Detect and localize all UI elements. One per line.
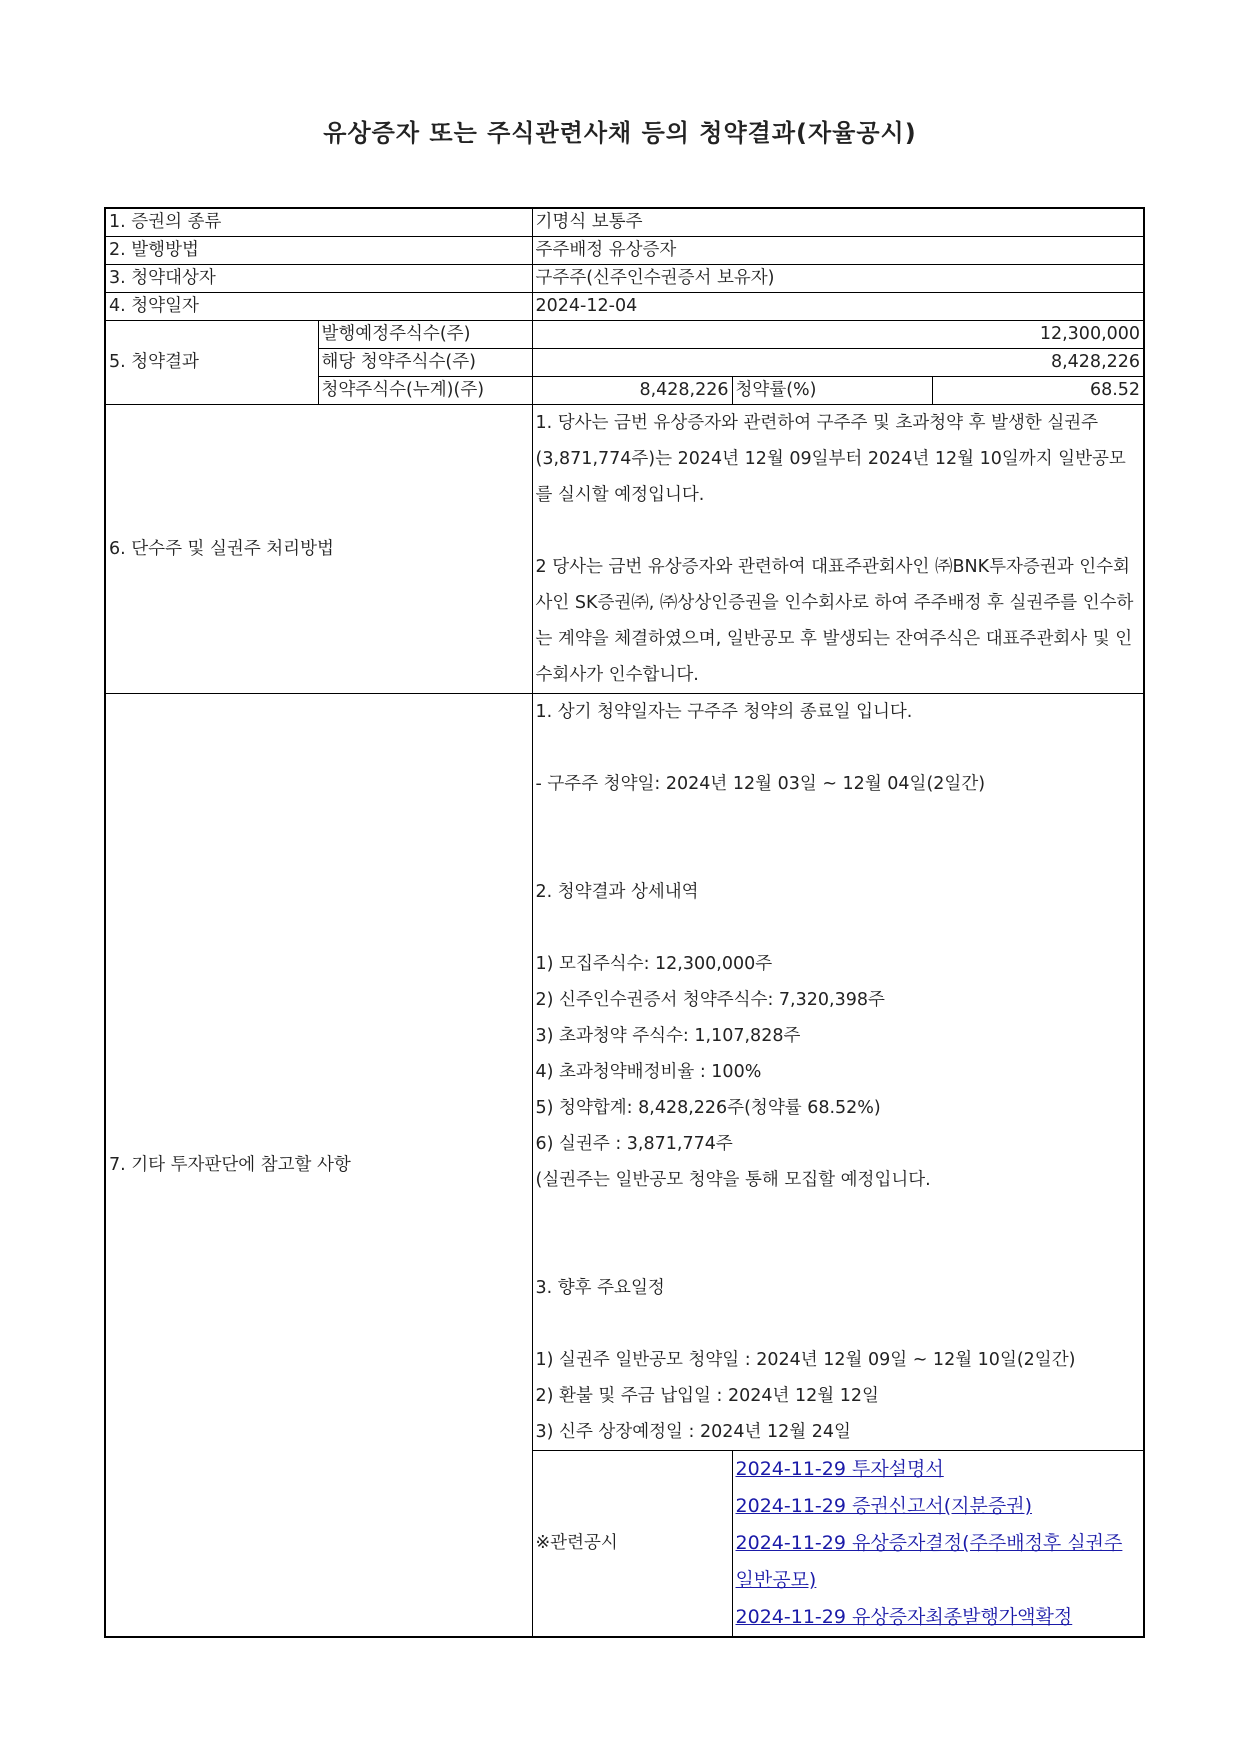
label-related-disclosures: ※관련공시 — [532, 1451, 732, 1638]
value-applied-shares: 8,428,226 — [532, 349, 1144, 377]
note-line: 5) 청약합계: 8,428,226주(청약률 68.52%) — [535, 1098, 881, 1118]
value-issue-method: 주주배정 유상증자 — [532, 237, 1144, 265]
row-security-type — [105, 208, 1144, 237]
note-line: (실권주는 일반공모 청약을 통해 모집할 예정입니다. — [535, 1170, 931, 1190]
value-subscription-date: 2024-12-04 — [532, 293, 1144, 321]
value-other-notes — [532, 694, 1144, 1451]
note-line: 1. 상기 청약일자는 구주주 청약의 종료일 입니다. — [535, 702, 913, 722]
related-disclosure-links — [732, 1451, 1144, 1638]
note-line: 1) 실권주 일반공모 청약일 : 2024년 12월 09일 ~ 12월 10일(2일간) — [535, 1350, 1076, 1370]
row-result-planned — [105, 321, 1144, 349]
note-line: 2) 신주인수권증서 청약주식수: 7,320,398주 — [535, 990, 885, 1010]
label-subscribers: 3. 청약대상자 — [105, 265, 532, 293]
note-line: 3. 향후 주요일정 — [535, 1278, 665, 1298]
related-link-final-price[interactable]: 2024-11-29 유상증자최종발행가액확정 — [735, 1606, 1073, 1628]
related-link-registration-statement[interactable]: 2024-11-29 증권신고서(지분증권) — [735, 1495, 1032, 1517]
label-cumulative-shares: 청약주식수(누계)(주) — [318, 377, 532, 405]
label-forfeited-handling: 6. 단수주 및 실권주 처리방법 — [105, 405, 532, 694]
disclosure-table — [104, 207, 1145, 1638]
label-planned-shares: 발행예정주식수(주) — [318, 321, 532, 349]
value-planned-shares: 12,300,000 — [532, 321, 1144, 349]
label-subscription-date: 4. 청약일자 — [105, 293, 532, 321]
label-subscription-result: 5. 청약결과 — [105, 321, 318, 405]
note-line: 4) 초과청약배정비율 : 100% — [535, 1062, 762, 1082]
note-line: 2) 환불 및 주금 납입일 : 2024년 12월 12일 — [535, 1386, 879, 1406]
value-subscription-rate: 68.52 — [932, 377, 1144, 405]
row-forfeited-handling — [105, 405, 1144, 694]
forfeited-paragraph-1: 1. 당사는 금번 유상증자와 관련하여 구주주 및 초과청약 후 발생한 실권주(3,871,774주)는 2024년 12월 09일부터 2024년 12월 10일까지 일반공모를 실시할 예정입니다. — [535, 413, 1126, 505]
related-link-capital-increase-decision[interactable]: 2024-11-29 유상증자결정(주주배정후 실권주 일반공모) — [735, 1532, 1123, 1591]
row-other-notes — [105, 694, 1144, 1451]
note-line: 2. 청약결과 상세내역 — [535, 882, 699, 902]
label-other-notes: 7. 기타 투자판단에 참고할 사항 — [105, 694, 532, 1638]
label-applied-shares: 해당 청약주식수(주) — [318, 349, 532, 377]
note-line: 3) 초과청약 주식수: 1,107,828주 — [535, 1026, 801, 1046]
value-cumulative-shares: 8,428,226 — [532, 377, 732, 405]
row-issue-method — [105, 237, 1144, 265]
row-subscription-date — [105, 293, 1144, 321]
note-line: 3) 신주 상장예정일 : 2024년 12월 24일 — [535, 1422, 851, 1442]
value-security-type: 기명식 보통주 — [532, 208, 1144, 237]
row-subscribers — [105, 265, 1144, 293]
related-link-prospectus[interactable]: 2024-11-29 투자설명서 — [735, 1458, 944, 1480]
value-forfeited-handling — [532, 405, 1144, 694]
label-security-type: 1. 증권의 종류 — [105, 208, 532, 237]
note-line: 6) 실권주 : 3,871,774주 — [535, 1134, 733, 1154]
label-subscription-rate: 청약률(%) — [732, 377, 932, 405]
note-line: - 구주주 청약일: 2024년 12월 03일 ~ 12월 04일(2일간) — [535, 774, 986, 794]
forfeited-paragraph-2: 2 당사는 금번 유상증자와 관련하여 대표주관회사인 ㈜BNK투자증권과 인수회사인 SK증권㈜, ㈜상상인증권을 인수회사로 하여 주주배정 후 실권주를 인수하는 계약을 체결하였으며, 일반공모 후 발생되는 잔여주식은 대표주관회사 및 인수회사가 인수합니다. — [535, 557, 1134, 685]
note-line: 1) 모집주식수: 12,300,000주 — [535, 954, 773, 974]
value-subscribers: 구주주(신주인수권증서 보유자) — [532, 265, 1144, 293]
page-title: 유상증자 또는 주식관련사채 등의 청약결과(자율공시) — [323, 119, 917, 147]
label-issue-method: 2. 발행방법 — [105, 237, 532, 265]
